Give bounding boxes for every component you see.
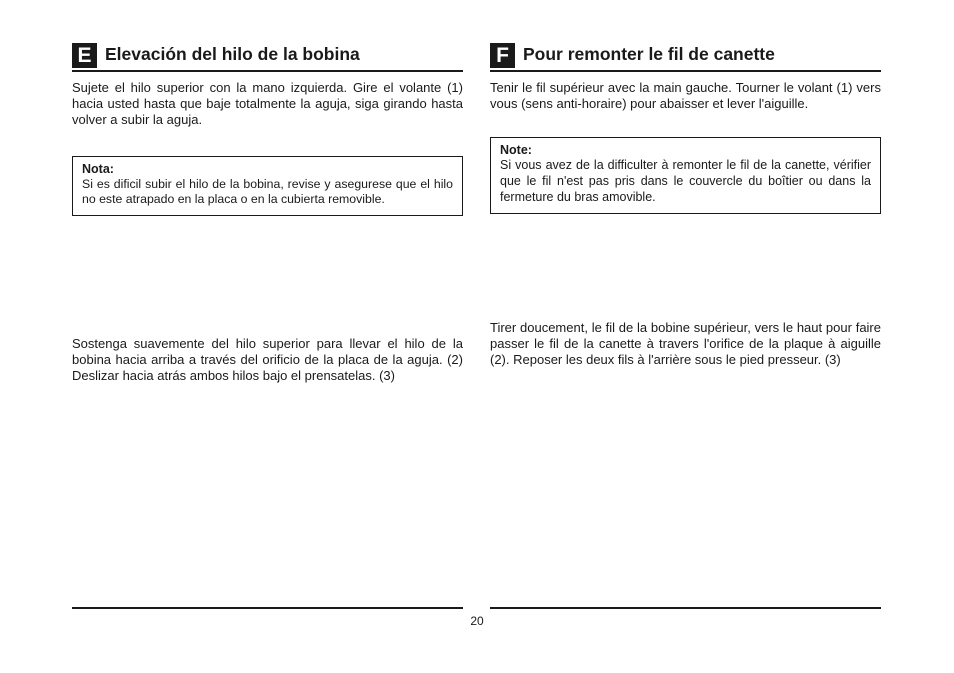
page-number: 20 (470, 614, 484, 628)
note-box-french (490, 137, 881, 213)
intro-paragraph-spanish: Sujete el hilo superior con la mano izquierda. Gire el volante (1) hacia usted hasta que baje totalmente la aguja, siga girando hasta volver a subir la aguja. (72, 80, 463, 128)
note-text-french: Si vous avez de la difficulter à remonter le fil de la canette, vérifier que le fil n'est pas pris dans le couvercle du boîtier ou dans la fermeture du bras amovible. (500, 158, 871, 204)
step2-paragraph-french: Tirer doucement, le fil de la bobine supérieur, vers le haut pour faire passer le fil de la canette à travers l'orifice de la plaque à aiguille (2). Reposer les deux fils à l'arrière sous le pied presseur. (3) (490, 320, 881, 368)
footer-divider-left (72, 607, 463, 609)
section-header-french (490, 42, 881, 72)
note-title-spanish: Nota: (82, 161, 114, 176)
note-text-spanish: Si es dificil subir el hilo de la bobina, revise y asegurese que el hilo no este atrapado en la placa o en la cubierta removible. (82, 176, 453, 207)
section-title-spanish: Elevación del hilo de la bobina (105, 44, 360, 64)
section-spanish (72, 42, 463, 216)
section-title-french: Pour remonter le fil de canette (523, 44, 775, 64)
language-badge-f: F (490, 43, 515, 68)
note-title-french: Note: (500, 143, 532, 158)
note-box-spanish (72, 156, 463, 217)
footer-divider-right (490, 607, 881, 609)
section-header-spanish (72, 42, 463, 72)
step2-paragraph-spanish: Sostenga suavemente del hilo superior para llevar el hilo de la bobina hacia arriba a través del orificio de la placa de la aguja. (2) Deslizar hacia atrás ambos hilos bajo el prensatelas. (3) (72, 336, 463, 384)
language-badge-e: E (72, 43, 97, 68)
section-french (490, 42, 881, 214)
intro-paragraph-french: Tenir le fil supérieur avec la main gauche. Tourner le volant (1) vers vous (sens anti-horaire) pour abaisser et lever l'aiguille. (490, 80, 881, 112)
